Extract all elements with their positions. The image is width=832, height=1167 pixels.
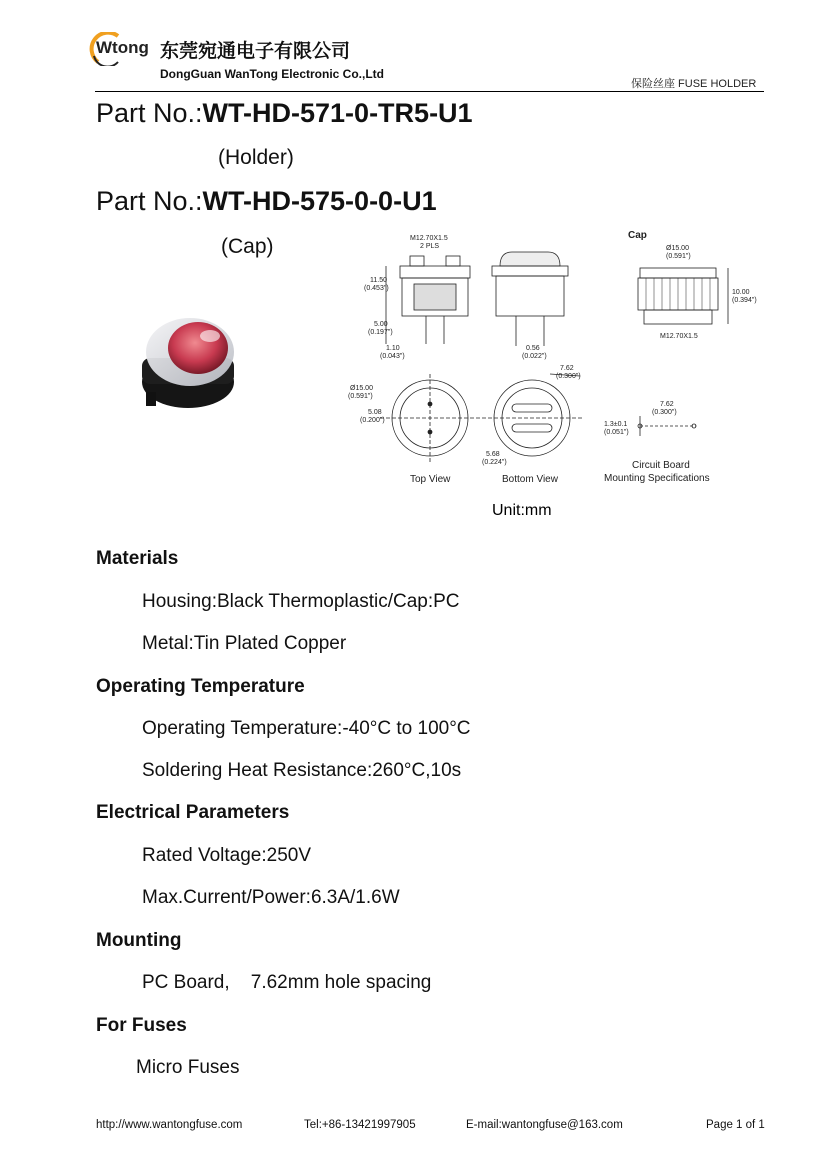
dim-hole-in: (0.051")	[604, 429, 629, 436]
part-prefix: Part No.:	[96, 98, 203, 128]
spec-item: Metal:Tin Plated Copper	[142, 633, 347, 654]
company-name-english: DongGuan WanTong Electronic Co.,Ltd	[160, 67, 384, 81]
dim-h2: 5.00	[374, 321, 388, 328]
logo-text: Wtong	[96, 38, 149, 57]
dim-hole: 1.3±0.1	[604, 421, 628, 428]
bottom-view-drawing	[482, 374, 582, 456]
technical-drawing	[340, 226, 770, 488]
footer-email-link[interactable]: E-mail:wantongfuse@163.com	[466, 1119, 623, 1131]
spec-item: PC Board, 7.62mm hole spacing	[142, 972, 432, 993]
section-title-operating-temperature: Operating Temperature	[96, 676, 305, 697]
part-label-cap: (Cap)	[221, 235, 274, 258]
dim-w1: 1.10	[386, 345, 400, 352]
dim-cap-dia: Ø15.00	[666, 245, 689, 252]
cap-view	[638, 268, 728, 324]
document-category: 保险丝座 FUSE HOLDER	[631, 78, 757, 90]
dim-dia: Ø15.00	[350, 385, 373, 392]
dim-pin: 0.56	[526, 345, 540, 352]
spec-item: Rated Voltage:250V	[142, 845, 312, 866]
product-photo	[128, 300, 254, 420]
part-number-holder	[96, 98, 473, 129]
circuit-board-drawing	[638, 416, 696, 436]
dim-cap-h-in: (0.394")	[732, 297, 757, 304]
top-view-drawing	[380, 374, 480, 462]
spec-item: Max.Current/Power:6.3A/1.6W	[142, 887, 400, 908]
footer-website-link[interactable]: http://www.wantongfuse.com	[96, 1119, 243, 1131]
dim-w1-in: (0.043")	[380, 353, 405, 360]
dim-pitch-in: (0.300")	[556, 373, 581, 380]
dim-cb-pitch-in: (0.300")	[652, 409, 677, 416]
dim-h1: 11.50	[370, 277, 387, 284]
footer-page-number: Page 1 of 1	[706, 1119, 765, 1131]
header-divider	[95, 91, 764, 92]
section-title-electrical-parameters: Electrical Parameters	[96, 802, 290, 823]
unit-label: Unit:mm	[492, 502, 552, 519]
section-title-mounting: Mounting	[96, 930, 182, 951]
holder-front-view	[492, 252, 568, 346]
spec-item: Housing:Black Thermoplastic/Cap:PC	[142, 591, 460, 612]
dim-h1-in: (0.453")	[364, 285, 389, 292]
dim-pls: 2 PLS	[420, 243, 440, 250]
spec-item: Soldering Heat Resistance:260°C,10s	[142, 760, 462, 781]
cap-title: Cap	[628, 230, 647, 241]
dim-cap-dia-in: (0.591")	[666, 253, 691, 260]
spec-item: Operating Temperature:-40°C to 100°C	[142, 718, 471, 739]
dim-off-in: (0.200")	[360, 417, 385, 424]
footer-tel: Tel:+86-13421997905	[304, 1119, 416, 1131]
dim-pitch: 7.62	[560, 365, 574, 372]
dim-dia-in: (0.591")	[348, 393, 373, 400]
part-label-holder: (Holder)	[218, 146, 294, 169]
dim-bot-in: (0.224")	[482, 459, 507, 466]
dim-bot: 5.68	[486, 451, 500, 458]
top-view-label: Top View	[410, 474, 451, 485]
mounting-spec-label: Mounting Specifications	[604, 473, 710, 484]
dim-thread: M12.70X1.5	[410, 235, 448, 242]
dim-pin-in: (0.022")	[522, 353, 547, 360]
dim-off: 5.08	[368, 409, 382, 416]
spec-item: Micro Fuses	[136, 1057, 240, 1078]
part-prefix: Part No.:	[96, 186, 203, 216]
part-number: WT-HD-575-0-0-U1	[202, 186, 437, 216]
section-title-materials: Materials	[96, 548, 179, 569]
dim-cb-pitch: 7.62	[660, 401, 674, 408]
part-number-cap	[96, 186, 437, 217]
section-title-for-fuses: For Fuses	[96, 1015, 187, 1036]
holder-side-view	[386, 256, 470, 344]
company-name-chinese: 东莞宛通电子有限公司	[160, 40, 351, 62]
dim-h2-in: (0.197")	[368, 329, 393, 336]
part-number: WT-HD-571-0-TR5-U1	[202, 98, 473, 128]
dim-cap-thread: M12.70X1.5	[660, 333, 698, 340]
dim-cap-h: 10.00	[732, 289, 750, 296]
bottom-view-label: Bottom View	[502, 474, 558, 485]
circuit-board-label: Circuit Board	[632, 460, 690, 471]
